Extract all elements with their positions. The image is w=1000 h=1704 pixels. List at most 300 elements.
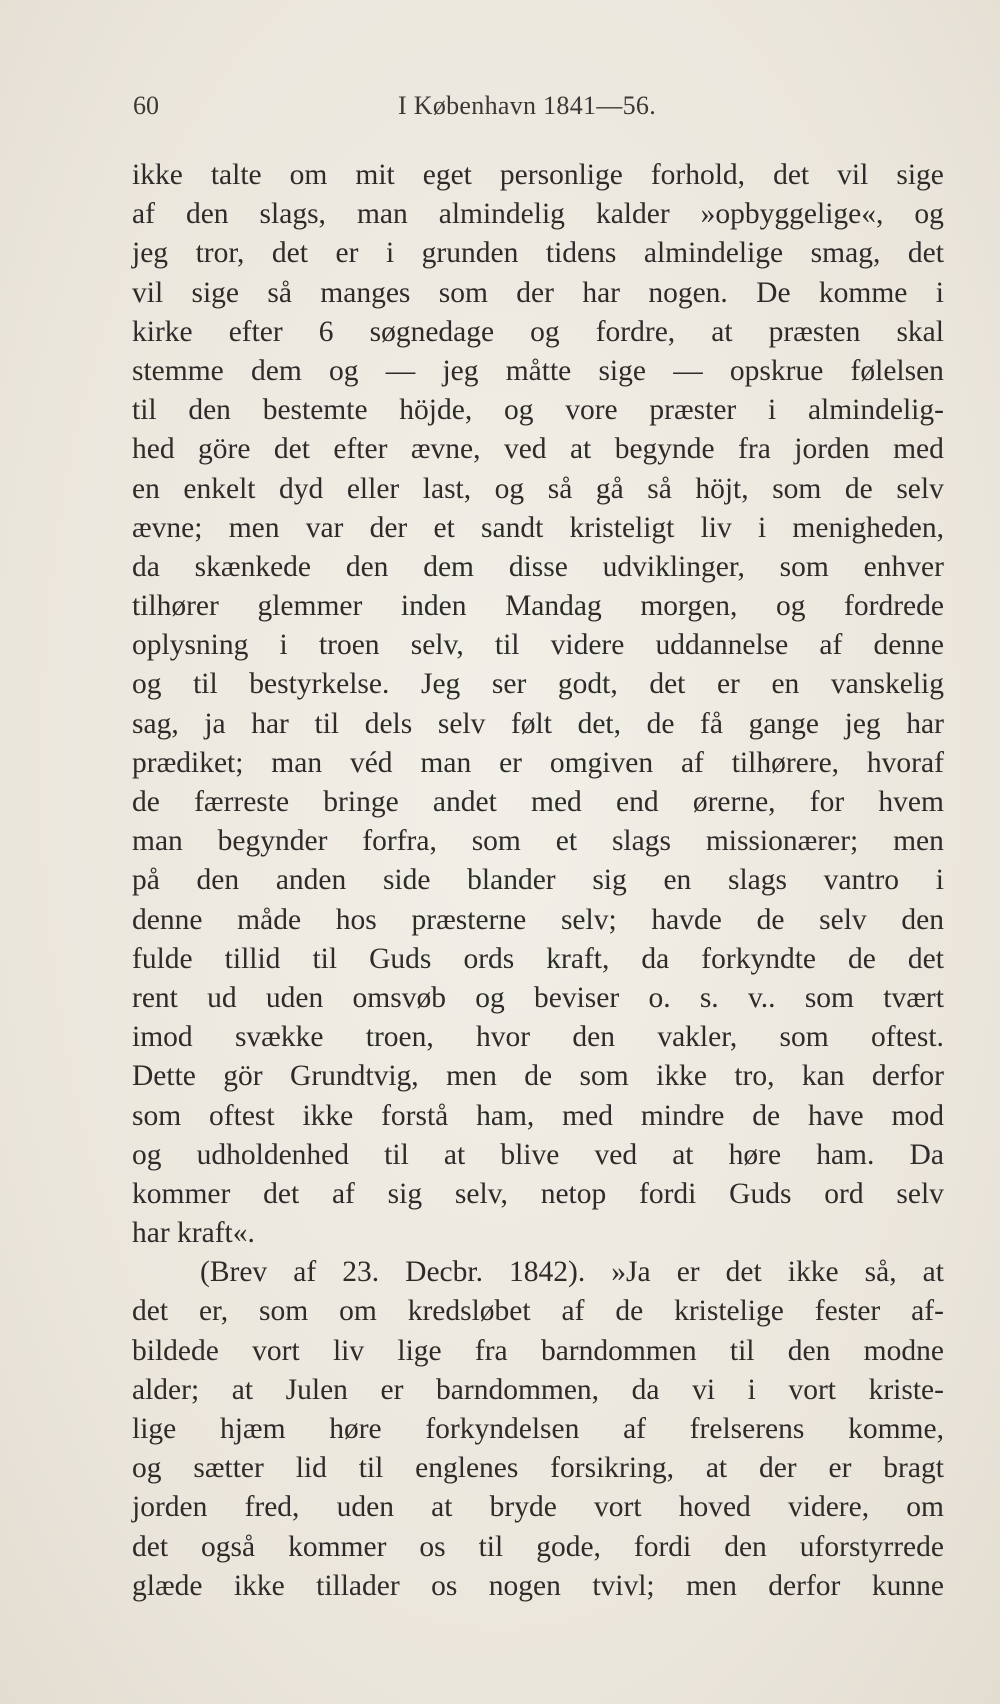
word: færreste: [194, 786, 290, 818]
word: præster: [649, 394, 737, 427]
word: modne: [863, 1334, 944, 1367]
text-line: [132, 1018, 944, 1057]
word: var: [305, 511, 344, 544]
word: menigheden,: [792, 511, 944, 544]
word: imod: [132, 1021, 193, 1054]
word: jeg: [844, 707, 881, 740]
word: er: [335, 237, 359, 270]
word: godt,: [557, 668, 618, 701]
word: er,: [198, 1295, 229, 1328]
word: dyd: [279, 472, 324, 505]
word: de: [848, 942, 876, 975]
word: at: [672, 1138, 694, 1171]
word: fordi: [639, 1177, 697, 1210]
word: tro,: [734, 1060, 775, 1093]
word: uddannelse: [655, 629, 789, 662]
word: med: [893, 433, 944, 466]
word: ord: [824, 1177, 864, 1210]
word: personlige: [499, 159, 623, 191]
word: barndommen,: [436, 1373, 600, 1406]
word: de: [615, 1295, 644, 1328]
word: så: [267, 276, 292, 309]
word: da: [631, 1373, 660, 1406]
word: bringe: [323, 786, 399, 818]
word: tror,: [195, 237, 245, 270]
word: som: [471, 825, 521, 858]
word: bildede: [132, 1334, 219, 1367]
word: i: [385, 237, 395, 270]
word: ikke: [233, 1569, 285, 1602]
word: følelsen: [850, 354, 944, 387]
word: gange: [748, 707, 820, 740]
text-line: [132, 1371, 944, 1410]
word: det: [271, 237, 308, 270]
word: så,: [864, 1256, 897, 1289]
word: oplysning: [132, 629, 249, 662]
text-line: [132, 1410, 944, 1449]
word: udholdenhed: [196, 1138, 350, 1171]
text-line: [132, 548, 944, 587]
word: som: [579, 1060, 629, 1093]
word: uforstyrrede: [799, 1530, 944, 1563]
word: tilhører: [132, 590, 219, 623]
word: stemme: [132, 354, 224, 387]
word: denne: [132, 903, 203, 936]
word: og: [914, 198, 944, 231]
word: bryde: [489, 1491, 557, 1524]
word: mindre: [640, 1099, 725, 1132]
word: om: [339, 1295, 377, 1328]
word: i: [279, 629, 288, 662]
word: det: [263, 1177, 300, 1210]
word: lige: [132, 1413, 177, 1445]
word: Mandag: [505, 590, 602, 623]
word: tidens: [545, 237, 617, 270]
word: er: [499, 746, 522, 779]
word: få: [700, 707, 723, 740]
word: enhver: [863, 550, 944, 583]
word: talte: [210, 159, 262, 191]
word: med: [562, 1099, 613, 1132]
word: fester: [814, 1295, 881, 1328]
word: om: [289, 159, 328, 191]
word: eget: [422, 159, 472, 191]
word: det: [132, 1530, 169, 1563]
word: lid: [295, 1452, 327, 1485]
word: at: [431, 1491, 453, 1524]
text-line: [132, 1253, 944, 1292]
text-line: [132, 901, 944, 940]
word: den: [345, 550, 389, 583]
word: kraft«.: [177, 1217, 255, 1250]
word: at: [711, 315, 733, 348]
word: skal: [896, 315, 944, 348]
word: i: [935, 864, 944, 897]
word: til: [132, 394, 157, 427]
word: jorden: [132, 1491, 208, 1524]
word: vil: [837, 159, 869, 191]
word: smag,: [810, 237, 881, 270]
word: bragt: [883, 1452, 944, 1485]
word: vort: [594, 1491, 642, 1524]
word: er: [380, 1373, 404, 1406]
word: at: [443, 1138, 466, 1171]
word: Jeg: [420, 668, 461, 701]
text-line: [132, 587, 944, 626]
word: frelserens: [689, 1413, 805, 1445]
word: af: [819, 629, 843, 662]
word: fred,: [244, 1491, 300, 1524]
word: vakler,: [657, 1021, 738, 1054]
word: af: [331, 1177, 355, 1210]
word: ords: [463, 942, 515, 975]
word: søgnedage: [369, 315, 495, 348]
word: det: [725, 1256, 762, 1289]
word: tillid: [224, 942, 281, 975]
word: jorden: [794, 433, 870, 466]
word: dels: [364, 707, 413, 740]
word: ikke: [656, 1060, 707, 1093]
word: der: [758, 1452, 797, 1485]
word: göre: [198, 433, 251, 466]
word: sige: [598, 354, 646, 387]
word: vanskelig: [830, 668, 944, 701]
word: hoved: [678, 1491, 751, 1524]
word: den: [901, 903, 944, 936]
word: har: [132, 1217, 178, 1250]
word: morgen,: [640, 590, 738, 623]
word: véd: [349, 746, 393, 779]
word: begynde: [614, 433, 715, 466]
word: rent: [132, 981, 178, 1014]
word: gå: [595, 472, 624, 505]
word: tilhørere,: [731, 746, 840, 779]
word: De: [756, 276, 791, 309]
word: udviklinger,: [602, 550, 745, 583]
text-line: [132, 626, 944, 665]
word: forhold,: [650, 159, 746, 191]
word: slags: [611, 825, 671, 858]
word: af-: [911, 1295, 944, 1328]
text-line: [132, 783, 944, 822]
word: bestyrkelse.: [249, 668, 390, 701]
word: og: [132, 668, 162, 701]
text-line: [132, 1136, 944, 1175]
word: Da: [909, 1138, 944, 1171]
word: men: [893, 825, 944, 858]
word: omsvøb: [352, 981, 446, 1014]
word: sandt: [481, 511, 544, 544]
text-line: [132, 705, 944, 744]
word: os: [431, 1569, 458, 1602]
word: fra: [474, 1334, 508, 1367]
word: kriste-: [868, 1373, 944, 1406]
word: kirke: [132, 315, 193, 348]
word: last,: [422, 472, 472, 505]
word: kristeligt: [569, 511, 675, 544]
word: hvem: [878, 786, 944, 818]
word: tillader: [316, 1569, 400, 1602]
word: man: [356, 198, 408, 231]
word: barndommen: [540, 1334, 697, 1367]
word: af: [623, 1413, 646, 1445]
word: disse: [508, 550, 568, 583]
text-line: [132, 234, 944, 273]
word: jeg: [132, 237, 169, 270]
word: prædiket;: [132, 746, 244, 779]
text-line: [132, 470, 944, 509]
word: blive: [500, 1138, 560, 1171]
word: dem: [250, 354, 302, 387]
word: derfor: [768, 1569, 841, 1602]
word: måde: [237, 903, 302, 936]
word: mod: [891, 1099, 944, 1132]
word: glæde: [132, 1569, 203, 1602]
word: høre: [728, 1138, 782, 1171]
word: til: [193, 668, 218, 701]
word: os: [419, 1530, 446, 1563]
word: et: [433, 511, 455, 544]
word: er: [716, 668, 740, 701]
text-line: [132, 156, 944, 195]
word: hjæm: [219, 1413, 286, 1445]
word: ham,: [476, 1099, 535, 1132]
word: den: [724, 1530, 767, 1563]
word: almindelig-: [807, 394, 944, 427]
word: i: [747, 1373, 756, 1406]
word: oftest.: [871, 1021, 944, 1054]
word: almindelig: [438, 198, 565, 231]
word: andet: [432, 786, 497, 818]
word: de: [844, 472, 873, 505]
text-line: [132, 940, 944, 979]
word: efter: [228, 315, 283, 348]
word: der: [516, 276, 554, 309]
word: er: [828, 1452, 852, 1485]
word: den: [188, 394, 231, 427]
word: svække: [234, 1021, 324, 1054]
word: kommer: [132, 1177, 231, 1210]
word: vi: [692, 1373, 716, 1406]
word: kalder: [595, 198, 670, 231]
word: englenes: [415, 1452, 519, 1485]
page-number: 60: [133, 91, 159, 120]
word: netop: [540, 1177, 607, 1210]
word: vort: [788, 1373, 836, 1406]
text-line: [132, 1057, 944, 1096]
word: vantro: [823, 864, 900, 897]
word: som: [772, 472, 822, 505]
text-line: [132, 1175, 944, 1214]
word: ikke: [302, 1099, 354, 1132]
word: tvivl;: [592, 1569, 655, 1602]
word: liv: [700, 511, 732, 544]
word: som: [779, 550, 829, 583]
word: forfra,: [362, 825, 437, 858]
word: hos: [335, 903, 377, 936]
word: at: [569, 433, 592, 466]
text-line: [132, 1292, 944, 1331]
word: blander: [467, 864, 556, 897]
word: enkelt: [183, 472, 256, 505]
word: det: [907, 942, 944, 975]
word: man: [132, 825, 183, 858]
word: den: [787, 1334, 831, 1367]
word: have: [807, 1099, 864, 1132]
word: skænkede: [194, 550, 311, 583]
word: ser: [491, 668, 527, 701]
word: som: [779, 1021, 829, 1054]
word: vort: [252, 1334, 300, 1367]
word: selv,: [410, 629, 464, 662]
word: eller: [346, 472, 400, 505]
word: glemmer: [257, 590, 363, 623]
word: også: [201, 1530, 256, 1563]
word: til: [729, 1334, 755, 1367]
word: 1842).: [509, 1256, 586, 1289]
word: og: [775, 590, 806, 623]
word: dem: [423, 550, 475, 583]
word: jeg: [442, 354, 479, 387]
word: for: [809, 786, 845, 818]
word: Julen: [285, 1373, 348, 1406]
word: har: [906, 707, 944, 740]
word: omgiven: [549, 746, 654, 779]
text-line: [132, 313, 944, 352]
word: til: [314, 707, 340, 740]
word: det,: [577, 707, 621, 740]
word: havde: [651, 903, 722, 936]
word: forkyndte: [701, 942, 816, 975]
word: ævne,: [410, 433, 481, 466]
word: (Brev: [200, 1256, 268, 1289]
word: gör: [223, 1060, 263, 1093]
word: de: [646, 707, 675, 740]
word: men: [228, 511, 280, 544]
word: om: [906, 1491, 944, 1524]
text-line: [132, 352, 944, 391]
word: det: [907, 237, 944, 270]
word: som: [132, 1099, 182, 1132]
word: sige: [191, 276, 240, 309]
word: har: [251, 707, 289, 740]
word: kraft,: [546, 942, 610, 975]
word: har: [582, 276, 620, 309]
word: vil: [132, 276, 164, 309]
word: at: [922, 1256, 944, 1289]
word: kunne: [871, 1569, 944, 1602]
word: »opbyggelige«,: [700, 198, 884, 231]
word: forsikring,: [550, 1452, 674, 1485]
word: hvoraf: [866, 746, 944, 779]
word: v..: [747, 981, 776, 1014]
word: bestemte: [262, 394, 368, 427]
word: ja: [204, 707, 226, 740]
word: selv: [437, 707, 486, 740]
word: selv,: [454, 1177, 508, 1210]
word: höjde,: [399, 394, 473, 427]
word: fordi: [633, 1530, 692, 1563]
word: kredsløbet: [407, 1295, 531, 1328]
word: gode,: [536, 1530, 601, 1563]
word: o.: [648, 981, 671, 1014]
word: og: [475, 981, 505, 1014]
text-line: [132, 274, 944, 313]
word: fra: [738, 433, 771, 466]
word: de: [752, 1099, 781, 1132]
word: uden: [336, 1491, 394, 1524]
word: det: [273, 433, 310, 466]
text-line: [132, 1528, 944, 1567]
word: opskrue: [729, 354, 824, 387]
word: beviser: [533, 981, 620, 1014]
text-line: [132, 744, 944, 783]
word: begynder: [217, 825, 328, 858]
word: de: [524, 1060, 553, 1093]
word: efter: [333, 433, 388, 466]
text-line: [132, 1214, 944, 1253]
word: sige: [896, 159, 944, 191]
word: men: [686, 1569, 737, 1602]
word: sig: [592, 864, 627, 897]
word: ham.: [816, 1138, 875, 1171]
text-line: [132, 822, 944, 861]
word: den: [185, 198, 229, 231]
word: som: [804, 981, 854, 1014]
word: og: [494, 472, 525, 505]
word: selv: [819, 903, 867, 936]
word: er: [676, 1256, 700, 1289]
word: i: [757, 511, 767, 544]
word: nogen.: [648, 276, 728, 309]
word: til: [384, 1138, 409, 1171]
word: da: [132, 550, 160, 583]
word: Decbr.: [405, 1256, 483, 1289]
text-line: [132, 1332, 944, 1371]
word: uden: [265, 981, 324, 1014]
word: Guds: [729, 1177, 792, 1210]
body-text: [132, 156, 944, 1606]
word: manges: [320, 276, 411, 309]
word: af: [561, 1295, 585, 1328]
word: almindelige: [643, 237, 784, 270]
word: en: [132, 472, 160, 505]
text-line: [132, 979, 944, 1018]
word: ævne;: [132, 511, 203, 544]
word: »Ja: [611, 1256, 651, 1289]
word: sig: [387, 1177, 423, 1210]
word: forkyndelsen: [425, 1413, 580, 1445]
text-line: [132, 1449, 944, 1488]
word: i: [935, 276, 944, 309]
word: at: [231, 1373, 254, 1406]
word: denne: [873, 629, 944, 662]
word: vore: [565, 394, 618, 427]
word: på: [132, 864, 160, 897]
word: det: [132, 1295, 169, 1328]
word: slags,: [259, 198, 326, 231]
text-line: [132, 861, 944, 900]
word: til: [358, 1452, 384, 1485]
word: komme,: [848, 1413, 944, 1445]
text-line: [132, 391, 944, 430]
word: lige: [397, 1334, 442, 1367]
word: så: [547, 472, 573, 505]
word: inden: [400, 590, 467, 623]
word: missionærer;: [705, 825, 859, 858]
word: mit: [355, 159, 395, 191]
word: af: [680, 746, 704, 779]
